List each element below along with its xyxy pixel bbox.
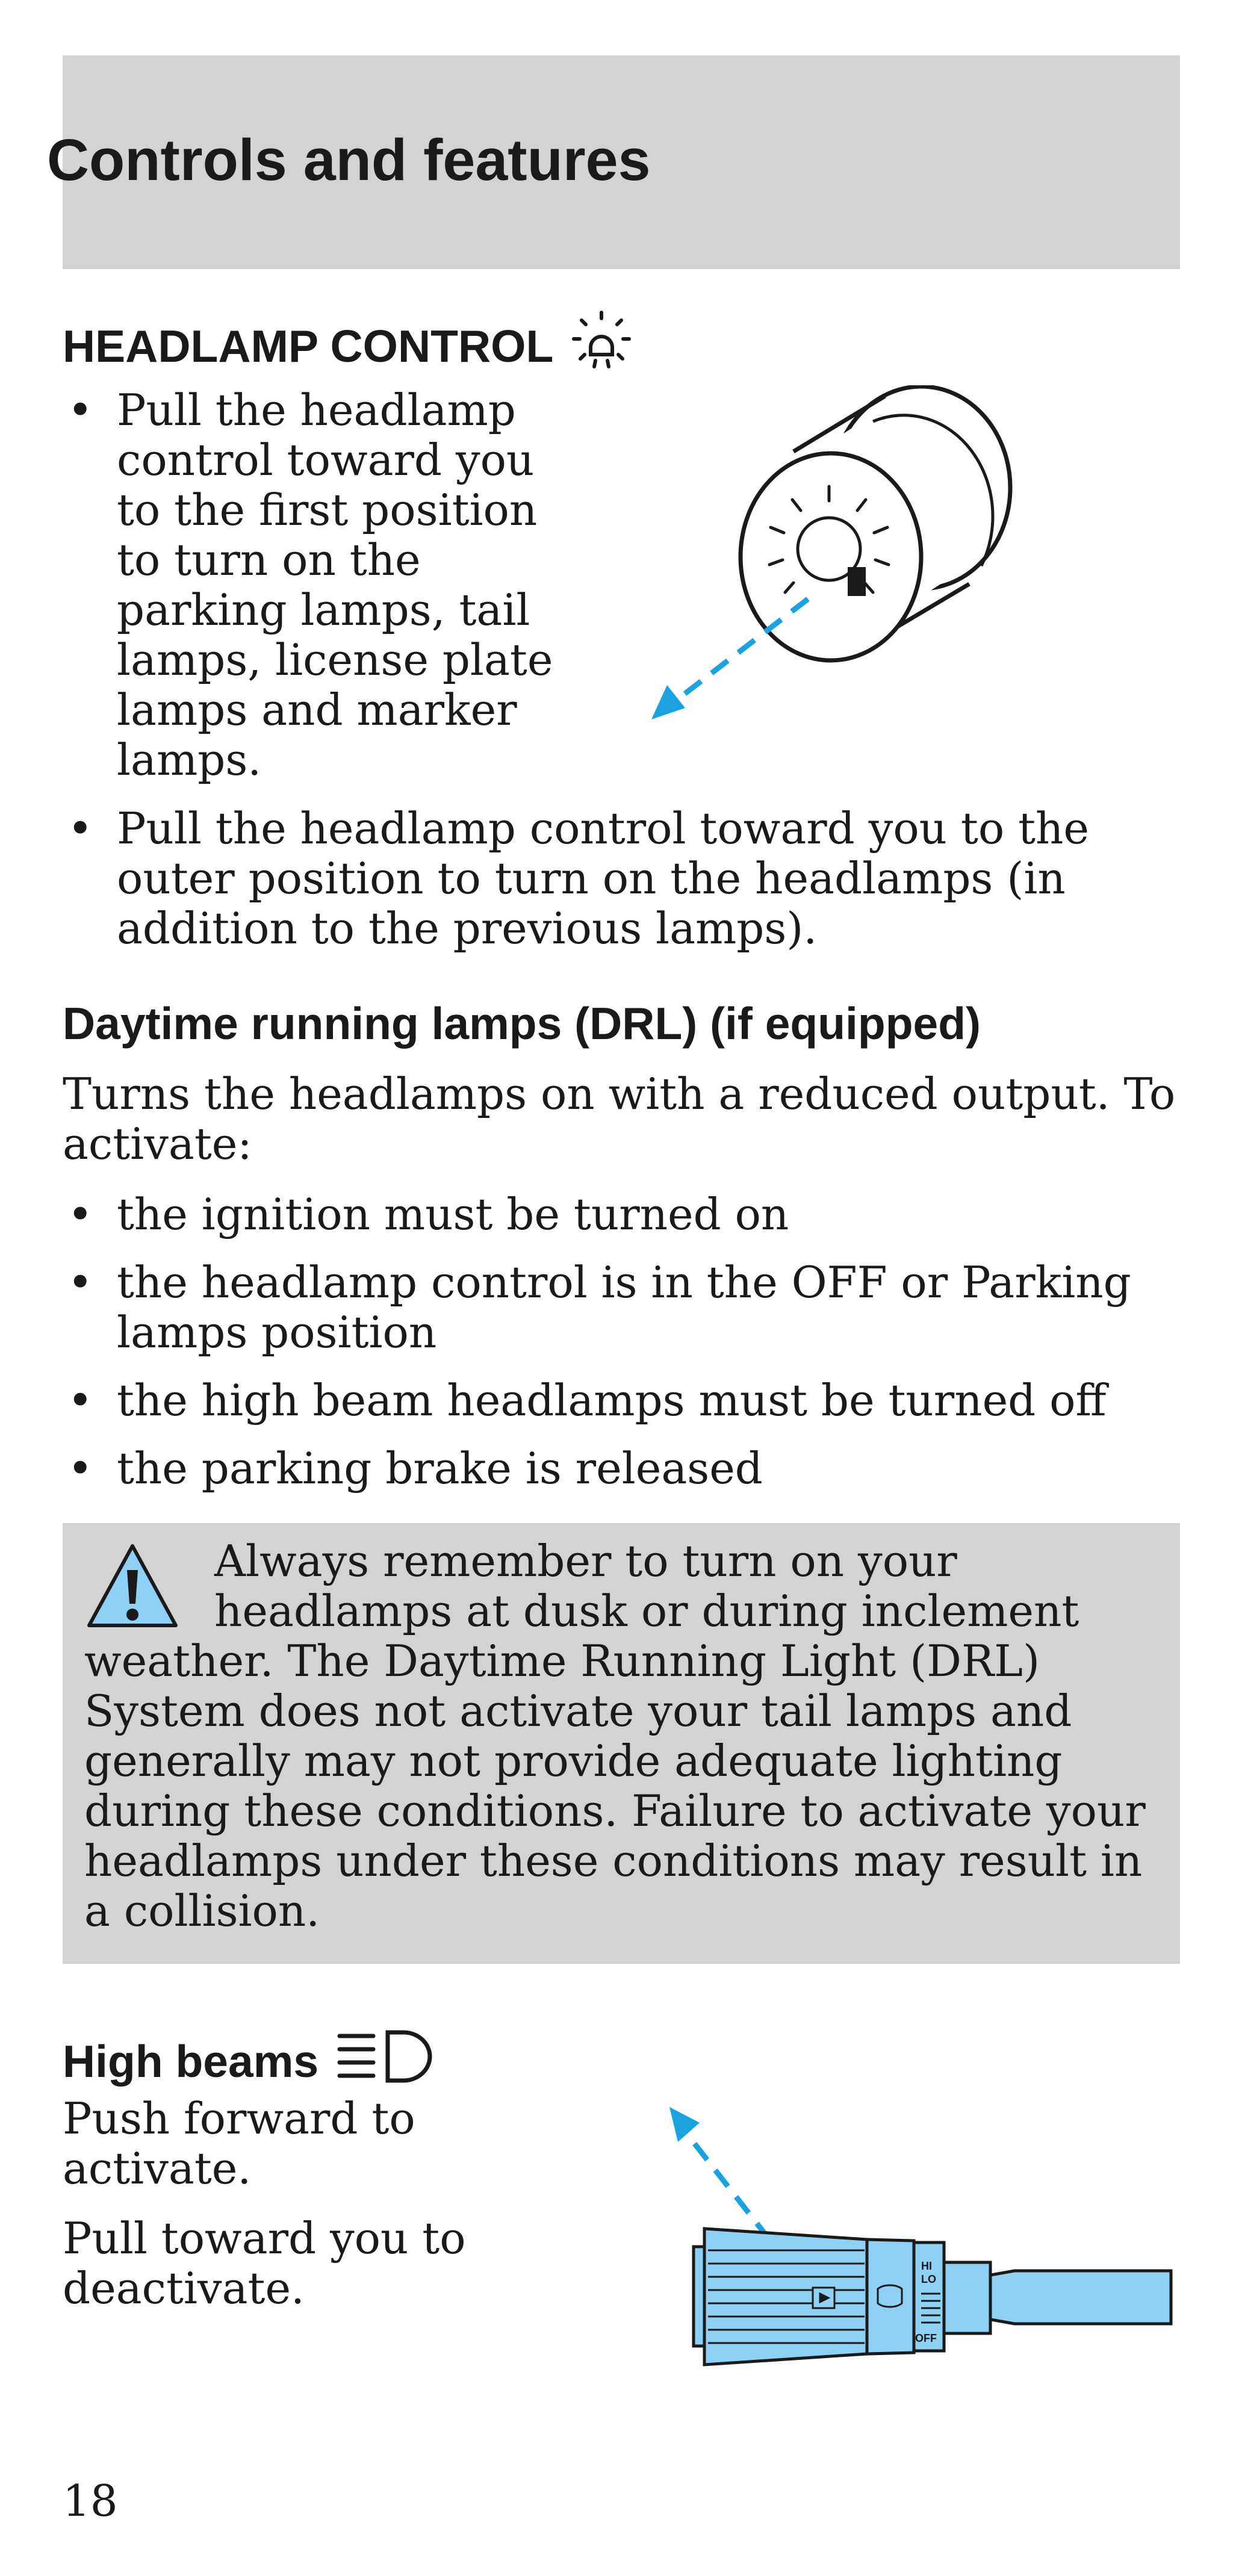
headlamp-bullet-1	[63, 385, 604, 785]
bullet-line: to turn on the	[117, 535, 421, 585]
bullet-dot: •	[67, 803, 93, 854]
push-arrow-shaft	[679, 2124, 769, 2239]
headlamp-bullet-2	[63, 804, 1180, 954]
drl-conditions-list	[63, 1190, 1180, 1494]
high-beams-deactivate	[63, 2214, 544, 2314]
bullet-dot: •	[67, 1257, 93, 1308]
headlamp-knob-pull-illustration	[632, 385, 1054, 746]
list-item	[63, 1376, 1180, 1426]
drl-intro: Turns the headlamps on with a reduced output. To activate:	[63, 1069, 1176, 1169]
knob-pointer	[848, 567, 866, 596]
warning-text	[84, 1536, 1168, 1936]
list-item	[63, 1444, 1180, 1494]
page-number: 18	[63, 2475, 118, 2526]
bullet-line: lamps.	[117, 734, 262, 785]
condition-text: the headlamp control is in the OFF or Parking lamps position	[117, 1257, 1131, 1358]
list-item	[63, 1258, 1180, 1358]
bullet-dot: •	[67, 1375, 93, 1426]
list-item	[63, 1190, 1180, 1240]
bullet-dot: •	[67, 1443, 93, 1494]
bullet-line: to the first position	[117, 485, 538, 535]
stalk-label-lo: LO	[921, 2273, 936, 2285]
stalk-collar	[942, 2262, 990, 2333]
bullet-text: Pull the headlamp control toward you to the outer position to turn on the headlamps (in addition to the previous lamps).	[117, 803, 1090, 954]
condition-text: the high beam headlamps must be turned off	[117, 1375, 1107, 1426]
condition-text: the ignition must be turned on	[117, 1189, 789, 1240]
headlamp-sun-icon	[571, 310, 632, 370]
high-beams-activate	[63, 2094, 544, 2194]
push-arrow-head	[669, 2107, 700, 2142]
list-item	[63, 385, 604, 785]
drl-heading: Daytime running lamps (DRL) (if equipped)	[63, 998, 981, 1049]
headlamp-heading-text: HEADLAMP CONTROL	[63, 321, 553, 371]
pull-arrow-head	[651, 685, 685, 719]
condition-text: the parking brake is released	[117, 1443, 763, 1494]
stalk-label-hi: HI	[921, 2260, 932, 2272]
section-title: Controls and features	[47, 127, 651, 193]
bullet-line: parking lamps, tail	[117, 585, 530, 635]
activate-line: Push forward to	[63, 2093, 415, 2144]
warning-message: Always remember to turn on your headlamps at dusk or during inclement weather. The Daytime Running Light (DRL) System does not activate your tail lamps and generally may not provide adequate lighting during these conditions. Failure to activate your headlamps under these conditions may result in a collision.	[84, 1536, 1146, 1936]
high-beams-heading	[63, 2026, 438, 2087]
bullet-line: lamps and marker	[117, 684, 517, 735]
deactivate-line: deactivate.	[63, 2263, 305, 2314]
high-beam-icon	[336, 2026, 438, 2087]
list-item	[63, 804, 1180, 954]
stalk-arm	[987, 2271, 1171, 2324]
multifunction-stalk-illustration	[662, 2089, 1180, 2384]
activate-line: activate.	[63, 2143, 252, 2194]
stalk-knob-cap	[694, 2247, 704, 2346]
bullet-line: Pull the headlamp	[117, 385, 516, 435]
bullet-line: control toward you	[117, 435, 535, 485]
high-beams-heading-text: High beams	[63, 2036, 319, 2087]
bullet-line: lamps, license plate	[117, 635, 553, 685]
deactivate-line: Pull toward you to	[63, 2213, 466, 2264]
bullet-dot: •	[67, 385, 93, 435]
stalk-knob	[704, 2229, 867, 2365]
stalk-label-off: OFF	[915, 2332, 937, 2344]
bullet-dot: •	[67, 1189, 93, 1240]
headlamp-heading	[63, 310, 632, 372]
